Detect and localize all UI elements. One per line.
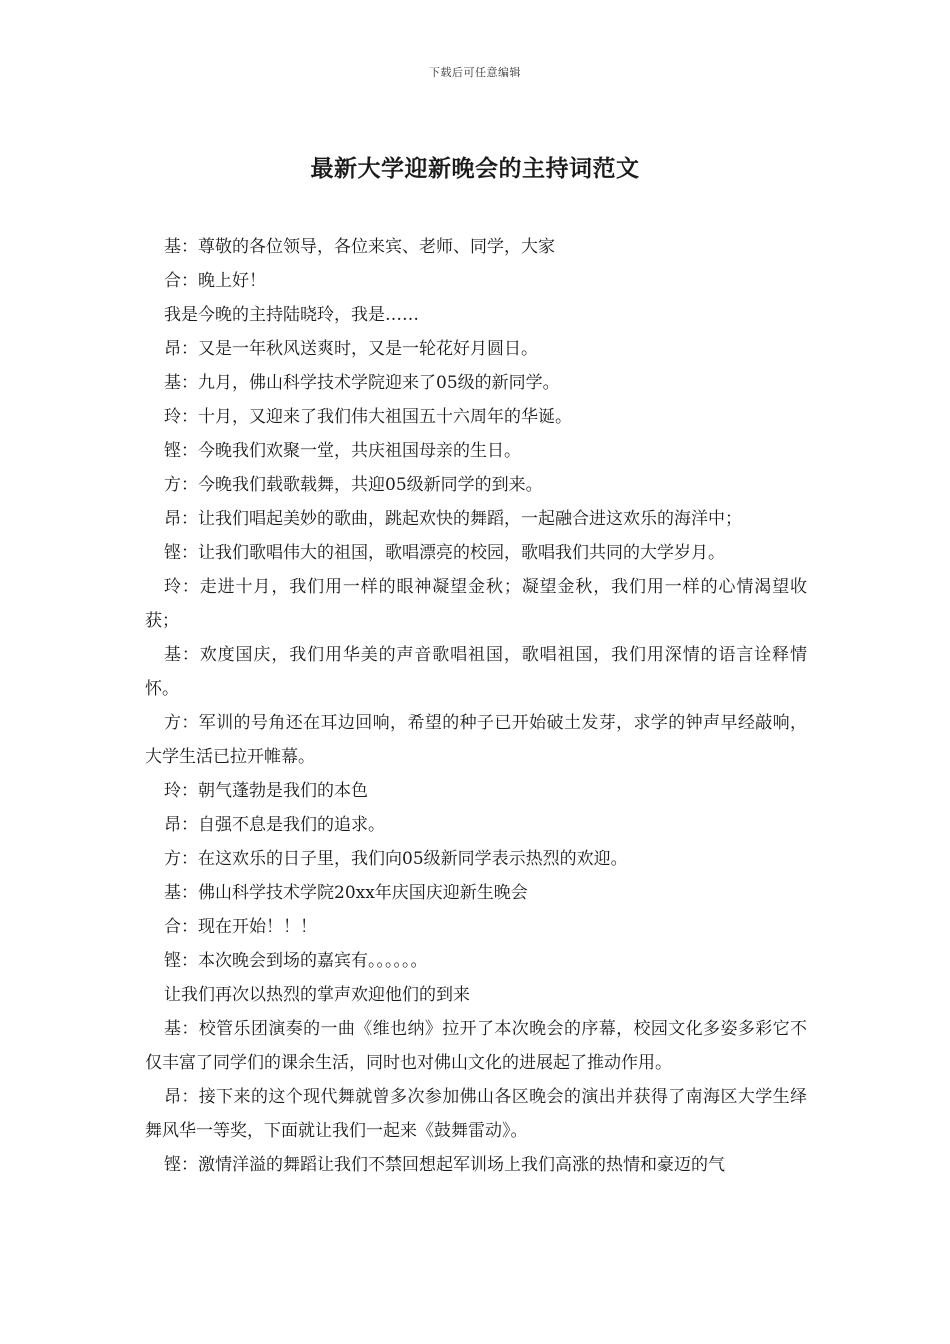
paragraph: 合：晚上好！ <box>164 271 266 291</box>
paragraph: 方：在这欢乐的日子里，我们向05级新同学表示热烈的欢迎。 <box>164 849 628 869</box>
paragraph: 方：今晚我们载歌载舞，共迎05级新同学的到来。 <box>164 475 543 495</box>
paragraph: 基：欢度国庆，我们用华美的声音歌唱祖国，歌唱祖国，我们用深情的语言诠释情怀。 <box>145 645 807 699</box>
paragraph: 合：现在开始！！！ <box>164 917 317 937</box>
document-body <box>145 230 807 1182</box>
document-title: 最新大学迎新晚会的主持词范文 <box>310 155 640 182</box>
paragraph: 铿：激情洋溢的舞蹈让我们不禁回想起军训场上我们高涨的热情和豪迈的气 <box>164 1155 725 1175</box>
paragraph: 昂：自强不息是我们的追求。 <box>164 815 385 835</box>
paragraph: 玲：十月，又迎来了我们伟大祖国五十六周年的华诞。 <box>164 407 572 427</box>
paragraph: 基：佛山科学技术学院20xx年庆国庆迎新生晚会 <box>164 883 528 903</box>
paragraph: 玲：朝气蓬勃是我们的本色 <box>164 781 368 801</box>
page-header-note: 下载后可任意编辑 <box>429 66 521 79</box>
paragraph: 铿：让我们歌唱伟大的祖国，歌唱漂亮的校园，歌唱我们共同的大学岁月。 <box>164 543 725 563</box>
paragraph: 基：校管乐团演奏的一曲《维也纳》拉开了本次晚会的序幕，校园文化多姿多彩它不仅丰富了同学们的课余生活，同时也对佛山文化的进展起了推动作用。 <box>145 1019 807 1073</box>
paragraph: 我是今晚的主持陆晓玲，我是…… <box>164 305 419 325</box>
paragraph: 铿：今晚我们欢聚一堂，共庆祖国母亲的生日。 <box>164 441 521 461</box>
paragraph: 基：九月，佛山科学技术学院迎来了05级的新同学。 <box>164 373 560 393</box>
paragraph: 方：军训的号角还在耳边回响，希望的种子已开始破土发芽，求学的钟声早经敲响，大学生活已拉开帷幕。 <box>145 713 807 767</box>
paragraph: 昂：接下来的这个现代舞就曾多次参加佛山各区晚会的演出并获得了南海区大学生绎舞风华一等奖，下面就让我们一起来《鼓舞雷动》。 <box>145 1087 807 1141</box>
paragraph: 玲：走进十月，我们用一样的眼神凝望金秋；凝望金秋，我们用一样的心情渴望收获； <box>145 577 807 631</box>
paragraph: 基：尊敬的各位领导，各位来宾、老师、同学，大家 <box>164 237 555 257</box>
paragraph: 铿：本次晚会到场的嘉宾有。。。。。。 <box>164 951 428 971</box>
paragraph: 昂：让我们唱起美妙的歌曲，跳起欢快的舞蹈，一起融合进这欢乐的海洋中； <box>164 509 742 529</box>
paragraph: 让我们再次以热烈的掌声欢迎他们的到来 <box>164 985 470 1005</box>
paragraph: 昂：又是一年秋风送爽时，又是一轮花好月圆日。 <box>164 339 538 359</box>
